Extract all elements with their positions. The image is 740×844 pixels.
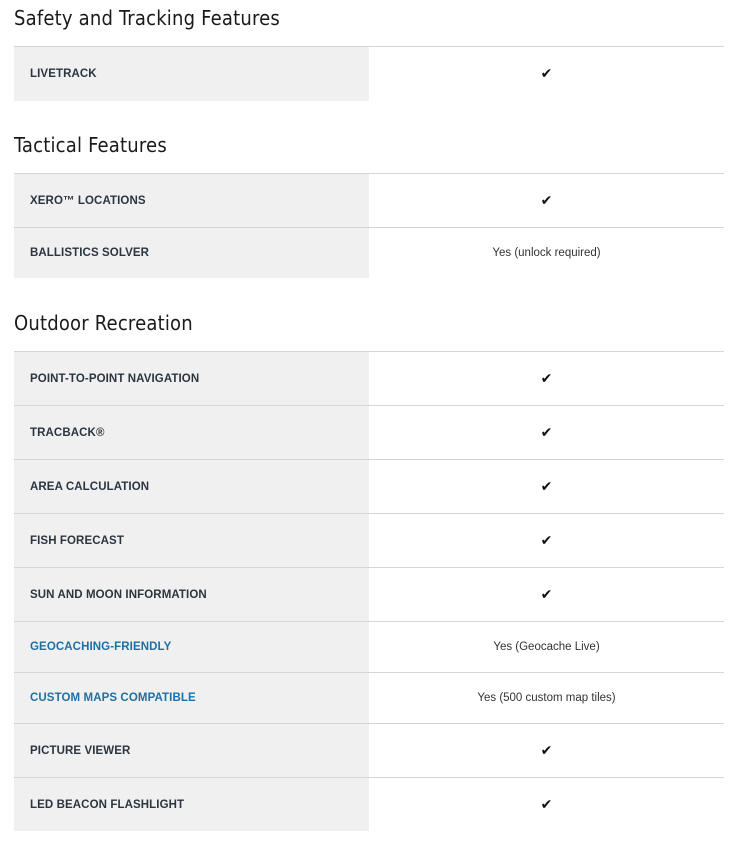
geocaching-friendly-link[interactable]: GEOCACHING-FRIENDLY	[14, 622, 369, 672]
spec-label-tracback: TRACBACK®	[14, 406, 369, 459]
section-title-tactical: Tactical Features	[14, 133, 167, 157]
section-title-safety: Safety and Tracking Features	[14, 6, 280, 30]
spec-table-tactical	[14, 173, 724, 278]
spec-value	[369, 47, 724, 101]
table-row	[14, 673, 724, 724]
checkmark-icon: ✔	[540, 586, 553, 603]
spec-label-picture-viewer: PICTURE VIEWER	[14, 724, 369, 777]
spec-value	[369, 352, 724, 405]
spec-label-area-calculation: AREA CALCULATION	[14, 460, 369, 513]
checkmark-icon: ✔	[540, 370, 553, 387]
checkmark-icon: ✔	[540, 192, 553, 209]
table-row	[14, 778, 724, 831]
spec-label-sun-moon: SUN AND MOON INFORMATION	[14, 568, 369, 621]
spec-value: Yes (unlock required)	[492, 247, 601, 259]
checkmark-icon: ✔	[540, 66, 553, 82]
table-row	[14, 174, 724, 228]
table-row	[14, 47, 724, 101]
spec-label-xero-locations: XERO™ LOCATIONS	[14, 174, 369, 227]
checkmark-icon: ✔	[540, 796, 553, 813]
spec-value: Yes (500 custom map tiles)	[477, 692, 616, 704]
spec-value	[369, 460, 724, 513]
spec-value	[369, 568, 724, 621]
table-row	[14, 406, 724, 460]
checkmark-icon: ✔	[540, 478, 553, 495]
checkmark-icon: ✔	[540, 424, 553, 441]
spec-label-led-beacon: LED BEACON FLASHLIGHT	[14, 778, 369, 831]
table-row	[14, 460, 724, 514]
spec-value	[369, 174, 724, 227]
spec-value	[369, 406, 724, 459]
spec-label-livetrack: LIVETRACK	[14, 47, 369, 101]
spec-value: Yes (Geocache Live)	[493, 641, 600, 653]
spec-label-ballistics-solver: BALLISTICS SOLVER	[14, 228, 369, 278]
checkmark-icon: ✔	[540, 742, 553, 759]
spec-value	[369, 514, 724, 567]
table-row	[14, 352, 724, 406]
spec-label-fish-forecast: FISH FORECAST	[14, 514, 369, 567]
table-row	[14, 514, 724, 568]
custom-maps-compatible-link[interactable]: CUSTOM MAPS COMPATIBLE	[14, 673, 369, 723]
spec-label-point-to-point: POINT-TO-POINT NAVIGATION	[14, 352, 369, 405]
spec-table-outdoor	[14, 351, 724, 831]
spec-value	[369, 778, 724, 831]
table-row	[14, 568, 724, 622]
section-title-outdoor: Outdoor Recreation	[14, 311, 193, 335]
table-row	[14, 228, 724, 278]
checkmark-icon: ✔	[540, 532, 553, 549]
table-row	[14, 622, 724, 673]
table-row	[14, 724, 724, 778]
spec-table-safety	[14, 46, 724, 101]
spec-value	[369, 724, 724, 777]
